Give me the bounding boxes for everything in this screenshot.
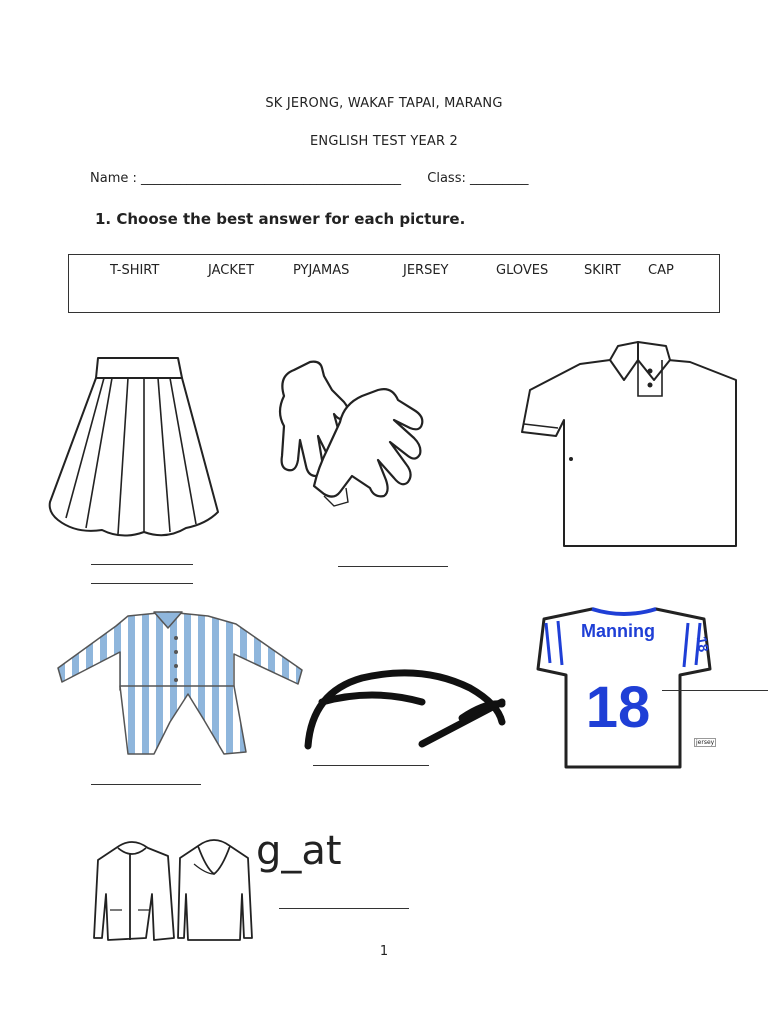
answer-line-skirt-2[interactable] — [91, 583, 193, 584]
skirt-picture — [46, 352, 222, 540]
name-label: Name : — [90, 171, 141, 186]
word-jersey: JERSEY — [403, 263, 449, 278]
letter-hint: g_at — [256, 828, 342, 874]
word-skirt: SKIRT — [584, 263, 621, 278]
page-number: 1 — [379, 944, 389, 959]
class-blank[interactable]: _________ — [470, 171, 529, 186]
word-cap: CAP — [648, 263, 674, 278]
word-gloves: GLOVES — [496, 263, 549, 278]
word-tshirt: T-SHIRT — [110, 263, 160, 278]
pyjamas-picture — [58, 612, 304, 762]
jersey-sleeve-number: 18 — [693, 635, 713, 654]
answer-line-jacket[interactable] — [279, 908, 409, 909]
jacket-picture — [94, 834, 254, 944]
question-title: 1. Choose the best answer for each picture. — [95, 210, 466, 228]
name-class-row — [90, 171, 529, 186]
jersey-picture — [536, 605, 712, 771]
answer-line-cap[interactable] — [313, 765, 429, 766]
word-bank-box — [68, 254, 720, 313]
word-jacket: JACKET — [208, 263, 255, 278]
test-title: ENGLISH TEST YEAR 2 — [309, 134, 458, 149]
word-pyjamas: PYJAMAS — [293, 263, 350, 278]
jersey-name-text: Manning — [581, 621, 655, 641]
cap-picture — [302, 662, 504, 748]
jersey-tiny-label: jersey — [696, 739, 715, 746]
class-label: Class: — [427, 171, 470, 186]
answer-line-skirt[interactable] — [91, 564, 193, 565]
answer-line-pyjamas[interactable] — [91, 784, 201, 785]
answer-line-jersey[interactable] — [662, 690, 768, 691]
answer-line-gloves[interactable] — [338, 566, 448, 567]
name-blank[interactable]: ________________________________________ — [141, 171, 401, 186]
gloves-picture — [274, 356, 450, 516]
school-title: SK JERONG, WAKAF TAPAI, MARANG — [265, 96, 503, 111]
tshirt-picture — [520, 340, 738, 548]
jersey-number-text: 18 — [585, 675, 651, 740]
